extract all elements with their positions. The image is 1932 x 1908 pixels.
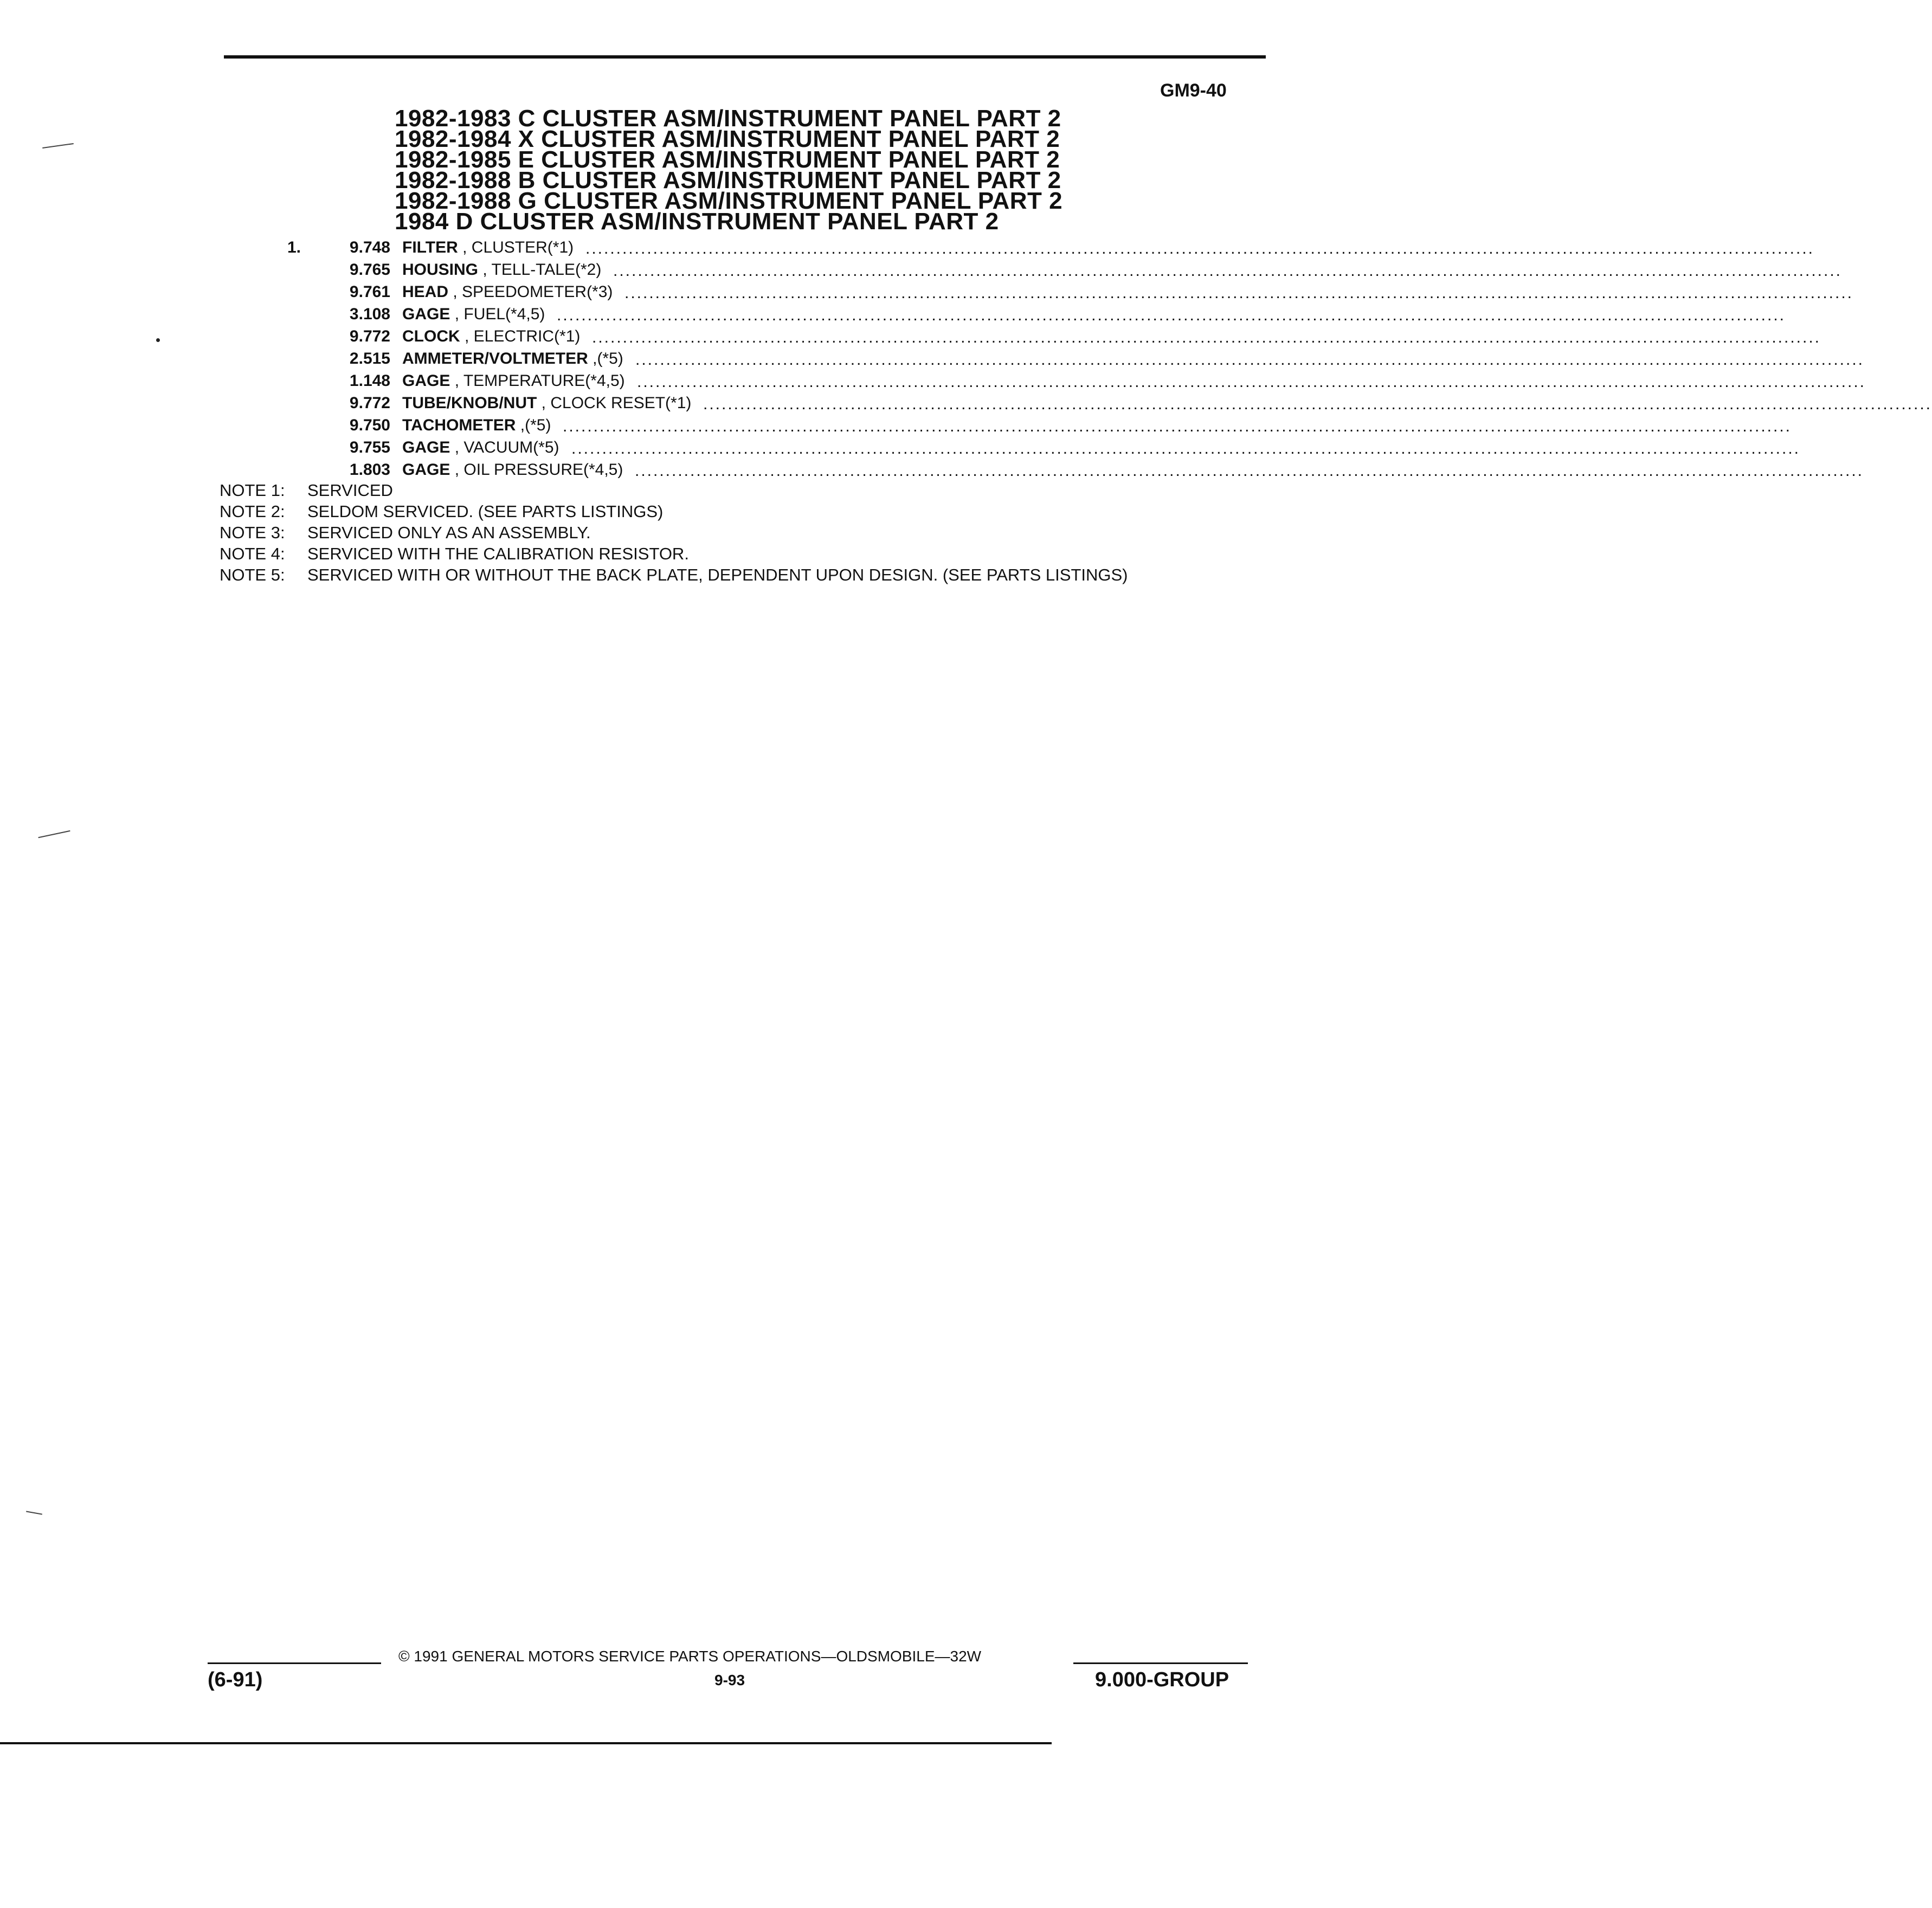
scan-mark [38, 830, 70, 838]
part-name: CLOCK [402, 327, 460, 345]
part-name: GAGE [402, 305, 450, 323]
copyright-line: © 1991 GENERAL MOTORS SERVICE PARTS OPERATIONS—OLDSMOBILE—32W [398, 1648, 982, 1665]
part-name: HOUSING [402, 261, 479, 279]
part-number: 9.761 [349, 283, 390, 301]
part-detail: , ELECTRIC(*1) [465, 327, 581, 345]
part-description [402, 394, 691, 412]
leader-dots: ........................................................................................................................................................................................................ [703, 395, 1932, 413]
part-detail: ,(*5) [593, 350, 623, 368]
note-row [220, 480, 1128, 501]
part-number: 9.750 [349, 416, 390, 434]
part-description [402, 439, 559, 457]
title-line: 1982-1984 X CLUSTER ASM/INSTRUMENT PANEL PART 2 [395, 126, 1060, 152]
note-label: NOTE 3: [220, 523, 285, 542]
part-number: 2.515 [349, 350, 390, 368]
part-row [287, 416, 1792, 439]
part-description [402, 461, 623, 479]
part-detail: , CLUSTER(*1) [462, 238, 574, 256]
note-label: NOTE 2: [220, 502, 285, 521]
part-number: 1.803 [349, 461, 390, 479]
part-detail: , TELL-TALE(*2) [482, 261, 602, 279]
part-number: 9.772 [349, 327, 390, 345]
part-name: HEAD [402, 283, 449, 301]
leader-dots: ........................................................................................................................................................................................................ [563, 417, 1792, 435]
part-number: 3.108 [349, 305, 390, 323]
part-detail: , VACUUM(*5) [454, 439, 559, 456]
note-text: SERVICED WITH OR WITHOUT THE BACK PLATE, DEPENDENT UPON DESIGN. (SEE PARTS LISTINGS) [307, 565, 1128, 584]
leader-dots: ........................................................................................................................................................................................................ [585, 240, 1814, 257]
leader-dots: ........................................................................................................................................................................................................ [557, 306, 1786, 324]
part-number: 1.148 [349, 372, 390, 390]
part-description [402, 350, 623, 368]
leader-dots: ........................................................................................................................................................................................................ [613, 262, 1842, 280]
leader-dots: ........................................................................................................................................................................................................ [635, 351, 1864, 369]
part-row [287, 327, 1821, 350]
part-description [402, 238, 574, 257]
scan-mark [42, 143, 74, 149]
part-description [402, 372, 625, 390]
footer-right-rule [1073, 1662, 1248, 1664]
part-description [402, 261, 601, 279]
date-code: (6-91) [208, 1668, 263, 1691]
title-line: 1982-1988 B CLUSTER ASM/INSTRUMENT PANEL PART 2 [395, 167, 1061, 194]
leader-dots: ........................................................................................................................................................................................................ [624, 284, 1853, 302]
scan-mark [26, 1511, 42, 1514]
parts-list [287, 238, 1932, 483]
page-number: 9-93 [714, 1672, 745, 1688]
part-name: FILTER [402, 238, 458, 256]
part-row [287, 394, 1932, 416]
part-number: 9.755 [349, 439, 390, 456]
bottom-rule [0, 1742, 1052, 1744]
part-row [287, 372, 1866, 394]
note-text: SERVICED ONLY AS AN ASSEMBLY. [307, 523, 591, 542]
note-label: NOTE 5: [220, 565, 285, 584]
note-text: SELDOM SERVICED. (SEE PARTS LISTINGS) [307, 502, 664, 521]
group-label: 9.000-GROUP [1095, 1668, 1229, 1691]
note-row [220, 501, 1128, 522]
part-description [402, 283, 613, 301]
part-row [287, 439, 1800, 461]
part-name: GAGE [402, 372, 450, 390]
part-row [287, 305, 1786, 327]
scan-dot [156, 338, 160, 342]
leader-dots: ........................................................................................................................................................................................................ [592, 328, 1821, 346]
title-line: 1982-1988 G CLUSTER ASM/INSTRUMENT PANEL PART 2 [395, 188, 1063, 214]
part-description [402, 327, 580, 346]
note-row [220, 564, 1128, 585]
part-detail: , SPEEDOMETER(*3) [453, 283, 613, 301]
footer-left-rule [208, 1662, 381, 1664]
leader-dots: ........................................................................................................................................................................................................ [635, 462, 1864, 480]
title-block [395, 105, 1063, 235]
part-detail: , CLOCK RESET(*1) [541, 394, 692, 412]
title-line: 1982-1983 C CLUSTER ASM/INSTRUMENT PANEL PART 2 [395, 105, 1061, 132]
part-name: AMMETER/VOLTMETER [402, 350, 588, 368]
notes-block [220, 480, 1128, 585]
part-detail: ,(*5) [520, 416, 551, 434]
title-line: 1982-1985 E CLUSTER ASM/INSTRUMENT PANEL PART 2 [395, 146, 1060, 173]
note-row [220, 543, 1128, 564]
leader-dots: ........................................................................................................................................................................................................ [571, 440, 1800, 457]
part-row [287, 238, 1814, 261]
part-row [287, 350, 1864, 372]
part-row [287, 283, 1853, 305]
part-name: GAGE [402, 439, 450, 456]
part-detail: , OIL PRESSURE(*4,5) [454, 461, 623, 479]
part-row [287, 261, 1842, 283]
part-number: 9.772 [349, 394, 390, 412]
item-index: 1. [287, 238, 301, 256]
part-name: TUBE/KNOB/NUT [402, 394, 537, 412]
title-line: 1984 D CLUSTER ASM/INSTRUMENT PANEL PART 2 [395, 208, 999, 235]
part-number: 9.748 [349, 238, 390, 256]
note-text: SERVICED WITH THE CALIBRATION RESISTOR. [307, 544, 689, 563]
note-row [220, 522, 1128, 543]
document-code: GM9-40 [1160, 80, 1227, 101]
part-description [402, 416, 551, 435]
part-name: TACHOMETER [402, 416, 516, 434]
part-name: GAGE [402, 461, 450, 479]
part-detail: , TEMPERATURE(*4,5) [454, 372, 625, 390]
note-text: SERVICED [307, 481, 393, 500]
note-label: NOTE 4: [220, 544, 285, 563]
top-rule [224, 55, 1266, 59]
part-detail: , FUEL(*4,5) [454, 305, 545, 323]
part-number: 9.765 [349, 261, 390, 279]
leader-dots: ........................................................................................................................................................................................................ [637, 373, 1866, 391]
part-description [402, 305, 545, 324]
note-label: NOTE 1: [220, 481, 285, 500]
